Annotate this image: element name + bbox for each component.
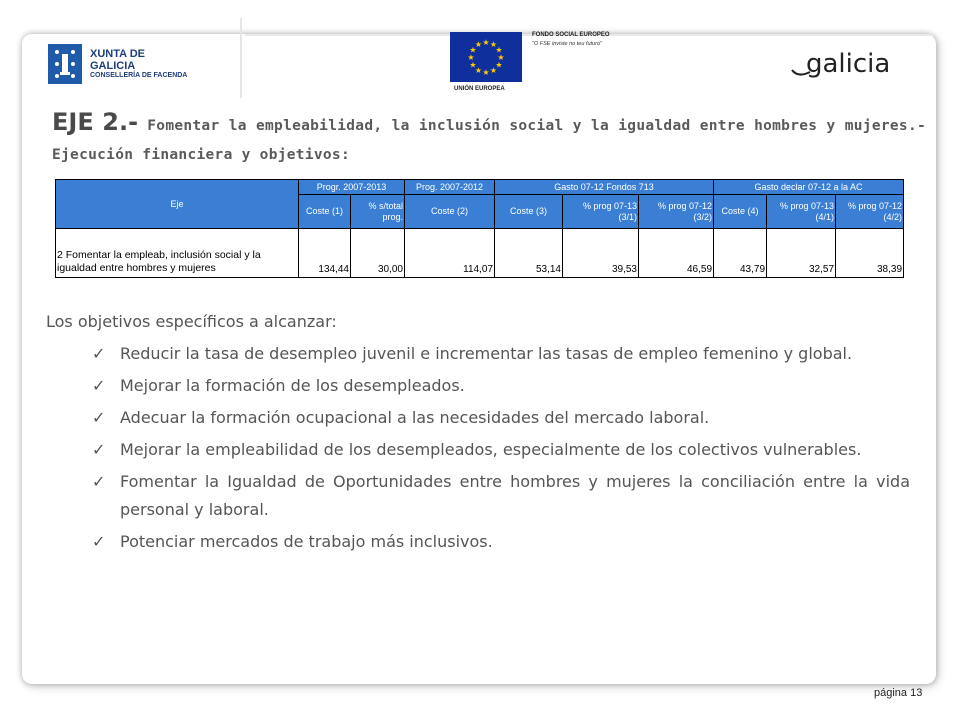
page-number: página 13 xyxy=(874,687,923,699)
sub-header: Coste (1) xyxy=(299,195,351,229)
checkmark-icon: ✓ xyxy=(92,532,106,551)
eu-star-icon: ★ xyxy=(489,40,498,49)
xunta-shield-icon xyxy=(48,44,82,84)
eu-label: UNIÓN EUROPEA xyxy=(454,86,505,92)
objective-text: Adecuar la formación ocupacional a las necesidades del mercado laboral. xyxy=(120,408,710,427)
eje-header: Eje xyxy=(56,180,299,229)
table-cell: 38,39 xyxy=(836,229,904,278)
checkmark-icon: ✓ xyxy=(92,408,106,427)
eu-star-icon: ★ xyxy=(482,68,490,77)
xunta-logo xyxy=(48,44,193,84)
sub-header: % prog 07-13 (3/1) xyxy=(563,195,639,229)
list-item xyxy=(92,436,910,464)
checkmark-icon: ✓ xyxy=(92,344,106,363)
group-header: Prog. 2007-2012 xyxy=(405,180,495,195)
eu-star-icon: ★ xyxy=(489,66,498,75)
list-item xyxy=(92,528,910,556)
table-cell: 46,59 xyxy=(639,229,714,278)
group-header: Progr. 2007-2013 xyxy=(299,180,405,195)
xunta-department: CONSELLERÍA DE FACENDA xyxy=(90,72,188,80)
table-row xyxy=(56,229,904,278)
objective-text: Mejorar la empleabilidad de los desempleados, especialmente de los colectivos vulnerables. xyxy=(120,440,862,459)
group-header: Gasto declar 07-12 a la AC xyxy=(714,180,904,195)
sub-header: Coste (3) xyxy=(495,195,563,229)
eu-star-icon: ★ xyxy=(469,60,477,70)
table-cell: 134,44 xyxy=(299,229,351,278)
page-title xyxy=(52,108,926,169)
fse-subtitle: "O FSE inviste no teu futuro" xyxy=(532,41,602,47)
objective-text: Potenciar mercados de trabajo más inclusivos. xyxy=(120,532,493,551)
header-divider xyxy=(240,18,242,98)
galicia-logo xyxy=(788,48,906,84)
objective-text: Reducir la tasa de desempleo juvenil e incrementar las tasas de empleo femenino y global. xyxy=(120,344,853,363)
title-description: Fomentar la empleabilidad, la inclusión social y la igualdad entre hombres y mujeres.- Ejecución financiera y objetivos: xyxy=(52,118,926,163)
table-cell: 53,14 xyxy=(495,229,563,278)
group-header: Gasto 07-12 Fondos 713 xyxy=(495,180,714,195)
table-cell: 114,07 xyxy=(405,229,495,278)
sub-header: % prog 07-12 (4/2) xyxy=(836,195,904,229)
eu-block xyxy=(450,32,650,102)
checkmark-icon: ✓ xyxy=(92,376,106,395)
table-cell: 32,57 xyxy=(767,229,836,278)
objectives-list xyxy=(92,340,910,560)
eu-star-icon: ★ xyxy=(495,45,503,55)
eje-cell: 2 Fomentar la empleab, inclusión social y la igualdad entre hombres y mujeres xyxy=(56,229,299,278)
eu-star-icon: ★ xyxy=(497,53,505,62)
eu-flag-icon xyxy=(450,32,522,82)
list-item xyxy=(92,340,910,368)
eu-star-icon: ★ xyxy=(467,53,475,62)
galicia-logo-text: galicia xyxy=(806,49,891,79)
objectives-heading: Los objetivos específicos a alcanzar: xyxy=(46,312,337,331)
objective-text: Mejorar la formación de los desempleados. xyxy=(120,376,465,395)
eu-star-icon: ★ xyxy=(474,66,483,75)
checkmark-icon: ✓ xyxy=(92,472,106,491)
xunta-name: XUNTA DE GALICIA xyxy=(90,48,145,73)
eu-star-icon: ★ xyxy=(474,40,483,49)
sub-header: % prog 07-12 (3/2) xyxy=(639,195,714,229)
sub-header: Coste (2) xyxy=(405,195,495,229)
sub-header: % prog 07-13 (4/1) xyxy=(767,195,836,229)
table-cell: 39,53 xyxy=(563,229,639,278)
checkmark-icon: ✓ xyxy=(92,440,106,459)
list-item xyxy=(92,372,910,400)
eu-star-icon: ★ xyxy=(469,45,477,55)
xunta-text xyxy=(90,48,193,80)
financial-table xyxy=(55,179,904,278)
sub-header: Coste (4) xyxy=(714,195,767,229)
eu-star-icon: ★ xyxy=(495,60,503,70)
table-cell: 30,00 xyxy=(351,229,405,278)
fse-title: FONDO SOCIAL EUROPEO xyxy=(532,32,610,38)
eu-star-icon: ★ xyxy=(482,38,490,47)
table-cell: 43,79 xyxy=(714,229,767,278)
list-item xyxy=(92,468,910,524)
list-item xyxy=(92,404,910,432)
sub-header: % s/total prog. xyxy=(351,195,405,229)
objective-text: Fomentar la Igualdad de Oportunidades entre hombres y mujeres la conciliación entre la vida personal y laboral. xyxy=(120,472,910,519)
title-axis: EJE 2.- xyxy=(52,108,139,136)
